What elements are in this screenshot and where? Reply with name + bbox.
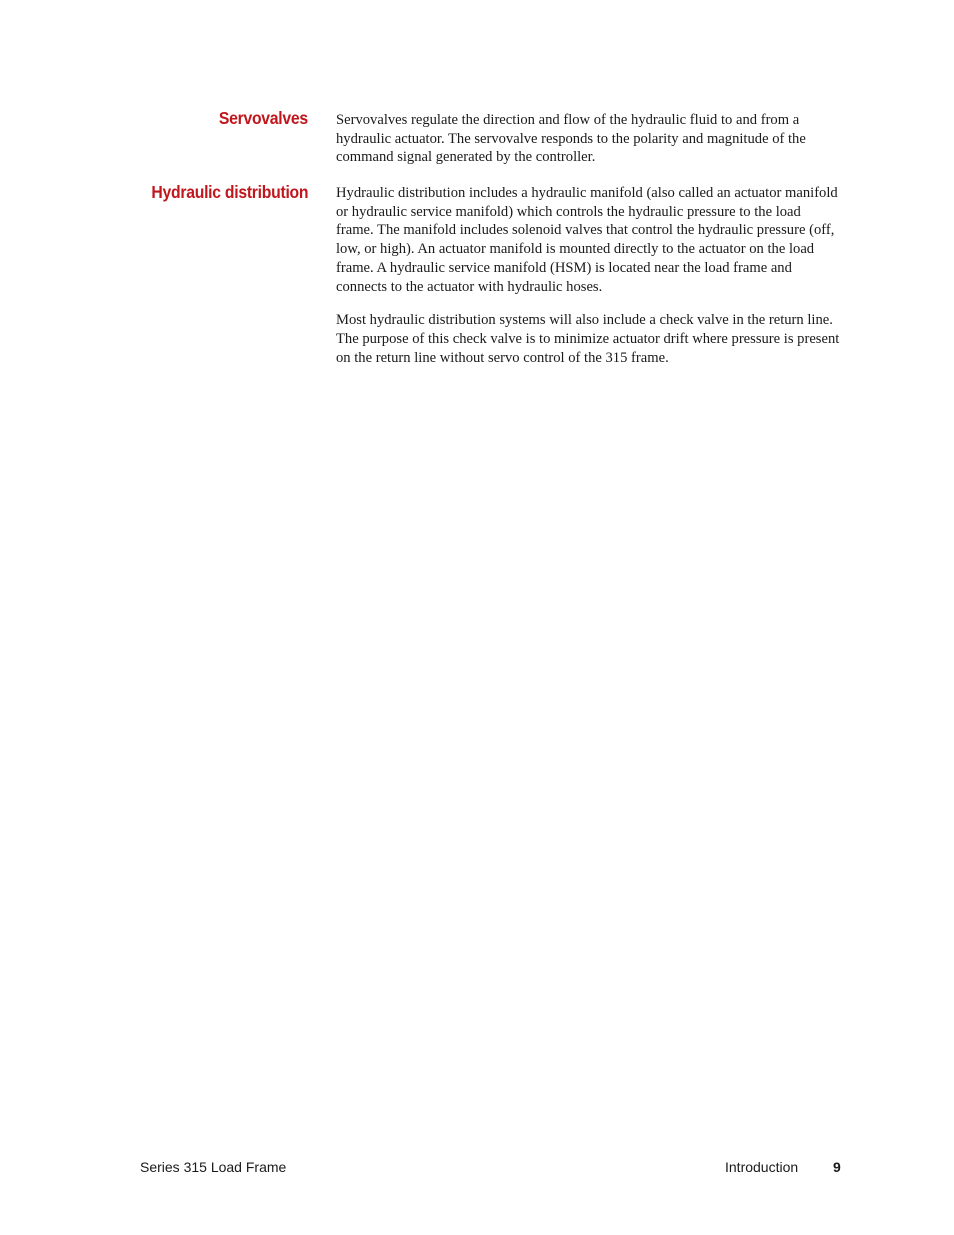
footer-section-name: Introduction	[725, 1159, 799, 1175]
section-body	[336, 111, 842, 182]
section-heading: Servovalves	[219, 108, 308, 128]
footer-page-number: 9	[833, 1159, 841, 1175]
paragraph: Servovalves regulate the direction and flow of the hydraulic fluid to and from a hydraulic actuator. The servovalve responds to the polarity and magnitude of the command signal generated by the controller.	[336, 112, 806, 166]
paragraph: Most hydraulic distribution systems will also include a check valve in the return line. The purpose of this check valve is to minimize actuator drift where pressure is present on the return line without servo control of the 315 frame.	[336, 312, 840, 366]
section-body	[336, 184, 842, 382]
paragraph: Hydraulic distribution includes a hydraulic manifold (also called an actuator manifold or hydraulic service manifold) which controls the hydraulic pressure to the load frame. The manifold includes solenoid valves that control the hydraulic pressure (off, low, or high). An actuator manifold is mounted directly to the actuator on the load frame. A hydraulic service manifold (HSM) is located near the load frame and connects to the actuator with hydraulic hoses.	[336, 185, 838, 295]
section-heading: Hydraulic distribution	[151, 182, 308, 202]
footer-document-title: Series 315 Load Frame	[140, 1159, 287, 1175]
